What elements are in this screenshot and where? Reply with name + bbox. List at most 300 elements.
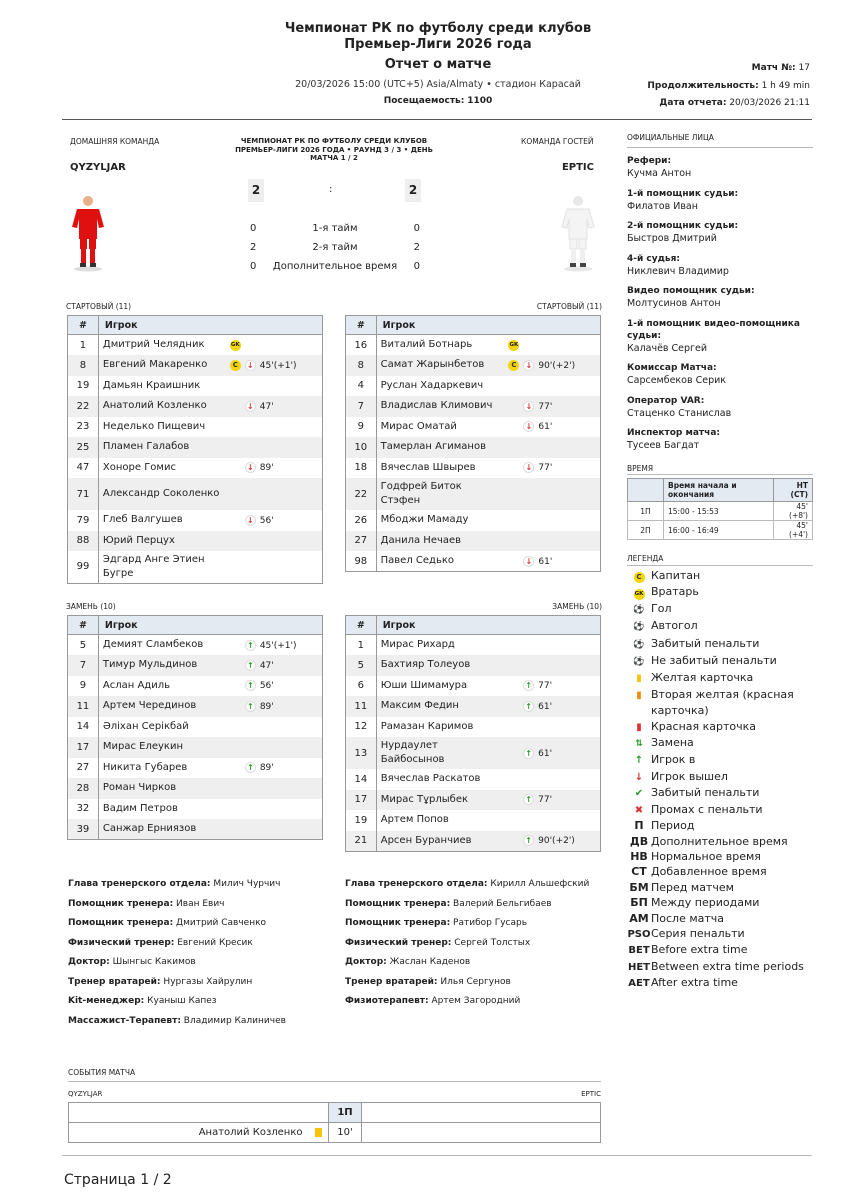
time-range: 16:00 - 16:49: [664, 521, 774, 540]
legend-title: ЛЕГЕНДА: [627, 554, 664, 563]
staff-member: [345, 995, 615, 1007]
player-number: 99: [68, 551, 99, 583]
half-scores: [250, 223, 420, 280]
player-number: 19: [68, 376, 99, 397]
player-number: 23: [68, 417, 99, 438]
player-events: [226, 478, 323, 510]
player-row: [68, 778, 323, 799]
goalkeeper-icon: [627, 585, 651, 600]
officials-list: [627, 155, 817, 460]
legend-symbol: БП: [630, 896, 648, 910]
legend-symbol: НВ: [630, 849, 648, 863]
player-number: 28: [68, 778, 99, 799]
event-away-cell: [362, 1123, 601, 1143]
player-name: Александр Соколенко: [102, 488, 220, 499]
own-goal-icon: [627, 619, 651, 635]
time-title: ВРЕМЯ: [627, 464, 654, 473]
staff-member: [68, 956, 338, 968]
player-events: [226, 737, 323, 758]
player-out-icon: ↓: [523, 360, 534, 371]
half-home-score: 2: [250, 242, 257, 253]
player-row: [68, 355, 323, 376]
player-row: [346, 417, 601, 438]
match-number-value: 17: [798, 63, 810, 73]
staff-role: Физический тренер:: [68, 937, 175, 948]
player-name: Мирас Оматай: [380, 420, 457, 432]
player-name: Роман Чирков: [102, 782, 177, 794]
legend-symbol: АМ: [629, 911, 649, 925]
player-row: [68, 737, 323, 758]
cross-icon: [627, 803, 651, 818]
legend-symbol: ⚽: [633, 622, 645, 633]
player-out-icon: ↓: [523, 462, 534, 473]
away-score: 2: [405, 179, 421, 202]
goalkeeper-icon: GK: [230, 340, 241, 351]
events-title: СОБЫТИЯ МАТЧА: [68, 1068, 136, 1077]
player-row: [68, 635, 323, 656]
event-minute: 47': [259, 401, 274, 412]
player-in-icon: ↑: [245, 680, 256, 691]
half-away-score: 0: [413, 261, 420, 272]
official-name: Стаценко Станислав: [627, 407, 732, 419]
player-name: Мирас Рихард: [380, 639, 455, 650]
legend-abbrev: [627, 895, 651, 910]
player-events: [226, 396, 323, 417]
legend-symbol: ⇅: [635, 739, 643, 750]
legend-label: Гол: [651, 601, 672, 615]
legend-symbol: GK: [634, 589, 645, 600]
player-number: 12: [346, 717, 377, 738]
staff-role: Глава тренерского отдела:: [68, 879, 211, 889]
legend-symbol: PSO: [627, 928, 651, 940]
official-name: Тусеев Багдат: [627, 440, 700, 451]
goal-icon: [627, 602, 651, 618]
staff-member: [345, 917, 615, 929]
away-staff: [345, 878, 615, 1015]
player-events: [504, 437, 600, 458]
player-events: [226, 437, 323, 458]
staff-name: Кирилл Альшефский: [490, 879, 590, 889]
staff-role: Физический тренер:: [345, 937, 452, 948]
player-name: Мирас Тұрлыбек: [380, 793, 469, 805]
legend-label: Капитан: [651, 569, 701, 582]
player-events: [226, 758, 323, 779]
legend-label: Вратарь: [651, 585, 699, 599]
staff-member: [345, 937, 615, 949]
player-number: 14: [68, 717, 99, 738]
player-row: [346, 335, 601, 356]
header-divider: [62, 119, 812, 120]
penalty-missed-icon: [627, 654, 651, 670]
legend-label: Серия пенальти: [651, 926, 745, 940]
player-row: [68, 335, 323, 356]
col-player: Игрок: [98, 616, 322, 635]
player-name: Әліхан Серікбай: [102, 720, 189, 732]
official: [627, 253, 817, 278]
legend-item: [627, 864, 827, 879]
official-name: Филатов Иван: [627, 200, 698, 212]
player-name: Демият Сламбеков: [102, 639, 204, 650]
events-divider: [68, 1081, 601, 1082]
player-events: [504, 417, 600, 438]
time-period: 1П: [628, 502, 664, 521]
player-number: 7: [68, 655, 99, 676]
half-away-score: 0: [413, 223, 420, 234]
staff-member: [68, 917, 338, 929]
player-number: 22: [346, 478, 377, 510]
player-events: [226, 799, 323, 820]
player-events: [226, 417, 323, 438]
home-team-name: QYZYLJAR: [70, 162, 126, 173]
col-player: Игрок: [376, 316, 600, 335]
staff-role: Массажист-Терапевт:: [68, 1015, 181, 1026]
player-events: [226, 551, 323, 583]
player-number: 27: [68, 758, 99, 779]
staff-name: Нургазы Хайрулин: [163, 976, 253, 987]
yellow-card-icon: [627, 671, 651, 686]
legend-symbol: BET: [628, 945, 650, 957]
staff-member: [68, 995, 338, 1007]
event-minute: 47': [259, 660, 274, 671]
legend-abbrev: [627, 927, 651, 942]
half-score-row: [250, 242, 420, 261]
player-events: [504, 769, 600, 790]
event-minute: 77': [538, 795, 553, 806]
player-name: Аслан Адиль: [102, 679, 170, 691]
away-starting-label: СТАРТОВЫЙ (11): [536, 302, 602, 311]
player-events: [226, 696, 323, 717]
player-name: Мирас Елеукин: [102, 741, 184, 753]
official: [627, 188, 817, 213]
event-minute: 90'(+2'): [538, 836, 575, 846]
player-name: Вадим Петров: [102, 802, 178, 814]
player-row: [68, 758, 323, 779]
player-row: [68, 531, 323, 552]
player-name: Дмитрий Челядник: [102, 339, 205, 350]
official: [627, 318, 817, 355]
player-number: 26: [346, 510, 377, 531]
event-minute: 89': [259, 463, 274, 474]
legend-label: Нормальное время: [651, 849, 761, 863]
player-events: [226, 778, 323, 799]
legend-item: [627, 959, 827, 975]
lineup-table: [345, 615, 601, 852]
player-out-icon: ↓: [245, 462, 256, 473]
legend-item: [627, 653, 827, 670]
player-row: [346, 458, 601, 479]
events-home-team: QYZYLJAR: [68, 1090, 103, 1098]
time-col-range: Время начала и окончания: [664, 479, 774, 502]
legend-label: Забитый пенальти: [651, 636, 760, 650]
legend-list: [627, 568, 827, 992]
legend-label: карточка): [651, 704, 709, 718]
player-name: Дамьян Краишник: [102, 379, 201, 391]
col-number: #: [68, 616, 99, 635]
player-events: [226, 458, 323, 479]
player-name: Тамерлан Агиманов: [380, 441, 486, 453]
legend-abbrev: [627, 880, 651, 895]
player-number: 39: [68, 819, 99, 840]
player-row: [346, 355, 601, 376]
col-player: Игрок: [98, 316, 322, 335]
away-team-name: EPTIC: [561, 162, 594, 173]
player-in-icon: ↑: [245, 701, 256, 712]
player-number: 10: [346, 437, 377, 458]
legend-item: [627, 687, 827, 703]
second-yellow-icon: [627, 688, 651, 703]
player-out-icon: ↓: [245, 360, 256, 371]
home-subs-label: ЗАМЕНЬ (10): [66, 602, 116, 611]
official-role: Видео помощник судьи:: [627, 286, 755, 296]
legend-item: [627, 942, 827, 958]
legend-item: [627, 802, 827, 818]
player-events: [504, 831, 600, 852]
event-minute: 89': [259, 701, 274, 712]
player-events: [504, 478, 600, 510]
player-events: [504, 737, 600, 769]
player-events: [504, 510, 600, 531]
legend-label: Замена: [651, 736, 694, 750]
player-row: [68, 676, 323, 697]
legend-symbol: HET: [627, 961, 651, 973]
official: [627, 362, 817, 387]
staff-role: Физиотерапевт:: [345, 996, 429, 1006]
player-name: Годфрей Биток Стэфен: [380, 481, 462, 506]
col-number: #: [346, 616, 377, 635]
time-col-period: [628, 479, 664, 502]
legend-symbol: ✔: [634, 788, 644, 800]
player-number: 17: [346, 790, 377, 811]
staff-role: Доктор:: [345, 957, 387, 967]
player-in-icon: ↑: [523, 794, 534, 805]
legend-item: [627, 849, 827, 864]
legend-item: [627, 975, 827, 991]
player-row: [68, 717, 323, 738]
legend-abbrev: [627, 818, 651, 833]
player-row: [346, 769, 601, 790]
legend-symbol: ⚽: [633, 657, 645, 668]
player-row: [346, 696, 601, 717]
legend-label: Игрок в: [651, 753, 696, 767]
legend-item: [627, 880, 827, 895]
player-events: [226, 819, 323, 840]
legend-item: [627, 719, 827, 735]
legend-item: [627, 834, 827, 849]
match-number-label: Матч №:: [751, 63, 796, 73]
player-in-icon: ↑: [523, 748, 534, 759]
staff-name: Иван Евич: [176, 898, 225, 909]
legend-item: [627, 584, 827, 600]
player-events: [226, 376, 323, 397]
legend-symbol: СТ: [631, 865, 647, 879]
time-range: 15:00 - 15:53: [664, 502, 774, 521]
player-row: [346, 790, 601, 811]
legend-label: Автогол: [651, 619, 698, 633]
legend-item: [627, 769, 827, 785]
half-home-score: 0: [250, 261, 257, 272]
legend-abbrev: [627, 911, 651, 926]
staff-role: Доктор:: [68, 957, 110, 967]
legend-symbol: П: [634, 819, 644, 833]
player-events: [504, 717, 600, 738]
staff-member: [68, 937, 338, 949]
title-line-2: Премьер-Лиги 2026 года: [344, 37, 532, 52]
official-role: 4-й судья:: [627, 253, 680, 264]
player-row: [346, 437, 601, 458]
legend-label: Промах с пенальти: [651, 802, 763, 816]
player-number: 47: [68, 458, 99, 479]
player-name: Артем Попов: [380, 814, 449, 826]
player-events: [504, 696, 600, 717]
home-kit-icon: [70, 193, 106, 273]
legend-label: Между периодами: [651, 896, 760, 910]
player-number: 9: [346, 417, 377, 438]
staff-name: Владимир Калиничев: [183, 1015, 286, 1026]
player-events: [504, 396, 600, 417]
staff-member: [68, 1015, 338, 1027]
event-minute: 56': [259, 681, 274, 692]
player-row: [68, 819, 323, 840]
match-number: [752, 63, 810, 74]
player-events: [504, 551, 600, 572]
report-title: [0, 21, 848, 73]
event-minute: 61': [538, 556, 553, 567]
competition-info: [228, 137, 440, 163]
official: [627, 427, 817, 452]
legend-label: После матча: [651, 911, 725, 925]
competition-line-2: ПРЕМЬЕР-ЛИГИ 2026 ГОДА • РАУНД 3 / 3 • ДЕНЬ: [235, 145, 433, 154]
player-events: [226, 635, 323, 656]
competition-line-3: МАТЧА 1 / 2: [310, 154, 358, 162]
player-name: Павел Седько: [380, 555, 454, 566]
player-name: Хоноре Гомис: [102, 461, 176, 473]
home-staff: [68, 878, 338, 1034]
player-number: 79: [68, 510, 99, 531]
legend-label: Before extra time: [651, 943, 748, 957]
player-number: 17: [68, 737, 99, 758]
player-number: 18: [346, 458, 377, 479]
event-minute: 61': [538, 748, 553, 759]
legend-label: Забитый пенальти: [651, 786, 760, 800]
legend-abbrev: [627, 943, 651, 958]
title-line-3: Отчет о матче: [384, 57, 492, 72]
player-name: Глеб Валгушев: [102, 514, 183, 526]
player-events: [504, 810, 600, 831]
player-name: Максим Федин: [380, 700, 459, 712]
page-number: Страница 1 / 2: [64, 1172, 172, 1188]
player-number: 11: [346, 696, 377, 717]
official-role: 1-й помощник судьи:: [627, 188, 739, 199]
legend-abbrev: [627, 834, 651, 849]
player-name: Самат Жарынбетов: [380, 359, 485, 371]
player-number: 11: [68, 696, 99, 717]
staff-role: Помощник тренера:: [345, 918, 451, 928]
report-date-value: 20/03/2026 21:11: [729, 98, 810, 108]
player-name: Никита Губарев: [102, 761, 188, 773]
away-kit-icon: [560, 193, 596, 273]
event-minute: 45'(+1'): [259, 360, 297, 371]
player-name: Мбоджи Мамаду: [380, 514, 469, 526]
away-subs-table: [345, 615, 601, 852]
duration-value: 1 h 49 min: [761, 81, 810, 91]
player-row: [346, 655, 601, 676]
player-number: 8: [346, 355, 377, 376]
substitution-icon: [627, 736, 651, 752]
col-player: Игрок: [376, 616, 600, 635]
player-row: [68, 655, 323, 676]
player-number: 6: [346, 676, 377, 697]
player-name: Бахтияр Толеуов: [380, 659, 471, 671]
player-name: Анатолий Козленко: [102, 400, 207, 412]
goalkeeper-icon: GK: [508, 340, 519, 351]
event-row: [69, 1123, 601, 1143]
staff-name: Шынгыс Какимов: [112, 957, 196, 967]
event-minute: 45'(+1'): [259, 640, 297, 651]
official-name: Быстров Дмитрий: [627, 233, 717, 244]
staff-member: [68, 898, 338, 910]
player-name: Артем Черединов: [102, 700, 197, 712]
footer-divider: [62, 1155, 812, 1156]
event-minute: 56': [259, 515, 274, 526]
event-minute: 10': [329, 1123, 362, 1143]
player-events: [504, 676, 600, 697]
player-number: 14: [346, 769, 377, 790]
player-events: [504, 355, 600, 376]
legend-abbrev: [627, 864, 651, 879]
player-name: Вячеслав Швырев: [380, 461, 476, 473]
player-number: 9: [68, 676, 99, 697]
staff-member: [68, 976, 338, 988]
legend-symbol: ▮: [636, 689, 642, 701]
legend-item: [627, 568, 827, 584]
player-number: 98: [346, 551, 377, 572]
home-starting-table: [67, 315, 323, 584]
player-row: [346, 376, 601, 397]
half-score-row: [250, 223, 420, 242]
half-away-score: 2: [413, 242, 420, 253]
legend-label: Желтая карточка: [651, 671, 754, 685]
player-events: [226, 676, 323, 697]
player-row: [68, 478, 323, 510]
official-name: Никлевич Владимир: [627, 265, 729, 277]
legend-item: [627, 735, 827, 752]
col-number: #: [68, 316, 99, 335]
player-name: Евгений Макаренко: [102, 359, 208, 371]
half-home-score: 0: [250, 223, 257, 234]
staff-member: [345, 878, 615, 890]
legend-label: Between extra time periods: [651, 959, 804, 973]
legend-symbol: ✖: [634, 804, 644, 816]
staff-name: Артем Загородний: [431, 996, 521, 1006]
player-number: 4: [346, 376, 377, 397]
player-in-icon: ↑: [523, 835, 534, 846]
staff-role: Глава тренерского отдела:: [345, 879, 488, 889]
player-events: [504, 531, 600, 552]
player-events: [226, 531, 323, 552]
player-row: [346, 810, 601, 831]
official: [627, 395, 817, 420]
home-subs-table: [67, 615, 323, 840]
player-events: [504, 458, 600, 479]
time-row: [628, 502, 813, 521]
player-out-icon: ↓: [245, 401, 256, 412]
player-row: [346, 676, 601, 697]
yellow-card-icon: [315, 1128, 322, 1137]
player-events: [226, 355, 323, 376]
legend-item: [627, 636, 827, 653]
legend-symbol: C: [634, 572, 645, 583]
official-role: Инспектор матча:: [627, 428, 720, 438]
